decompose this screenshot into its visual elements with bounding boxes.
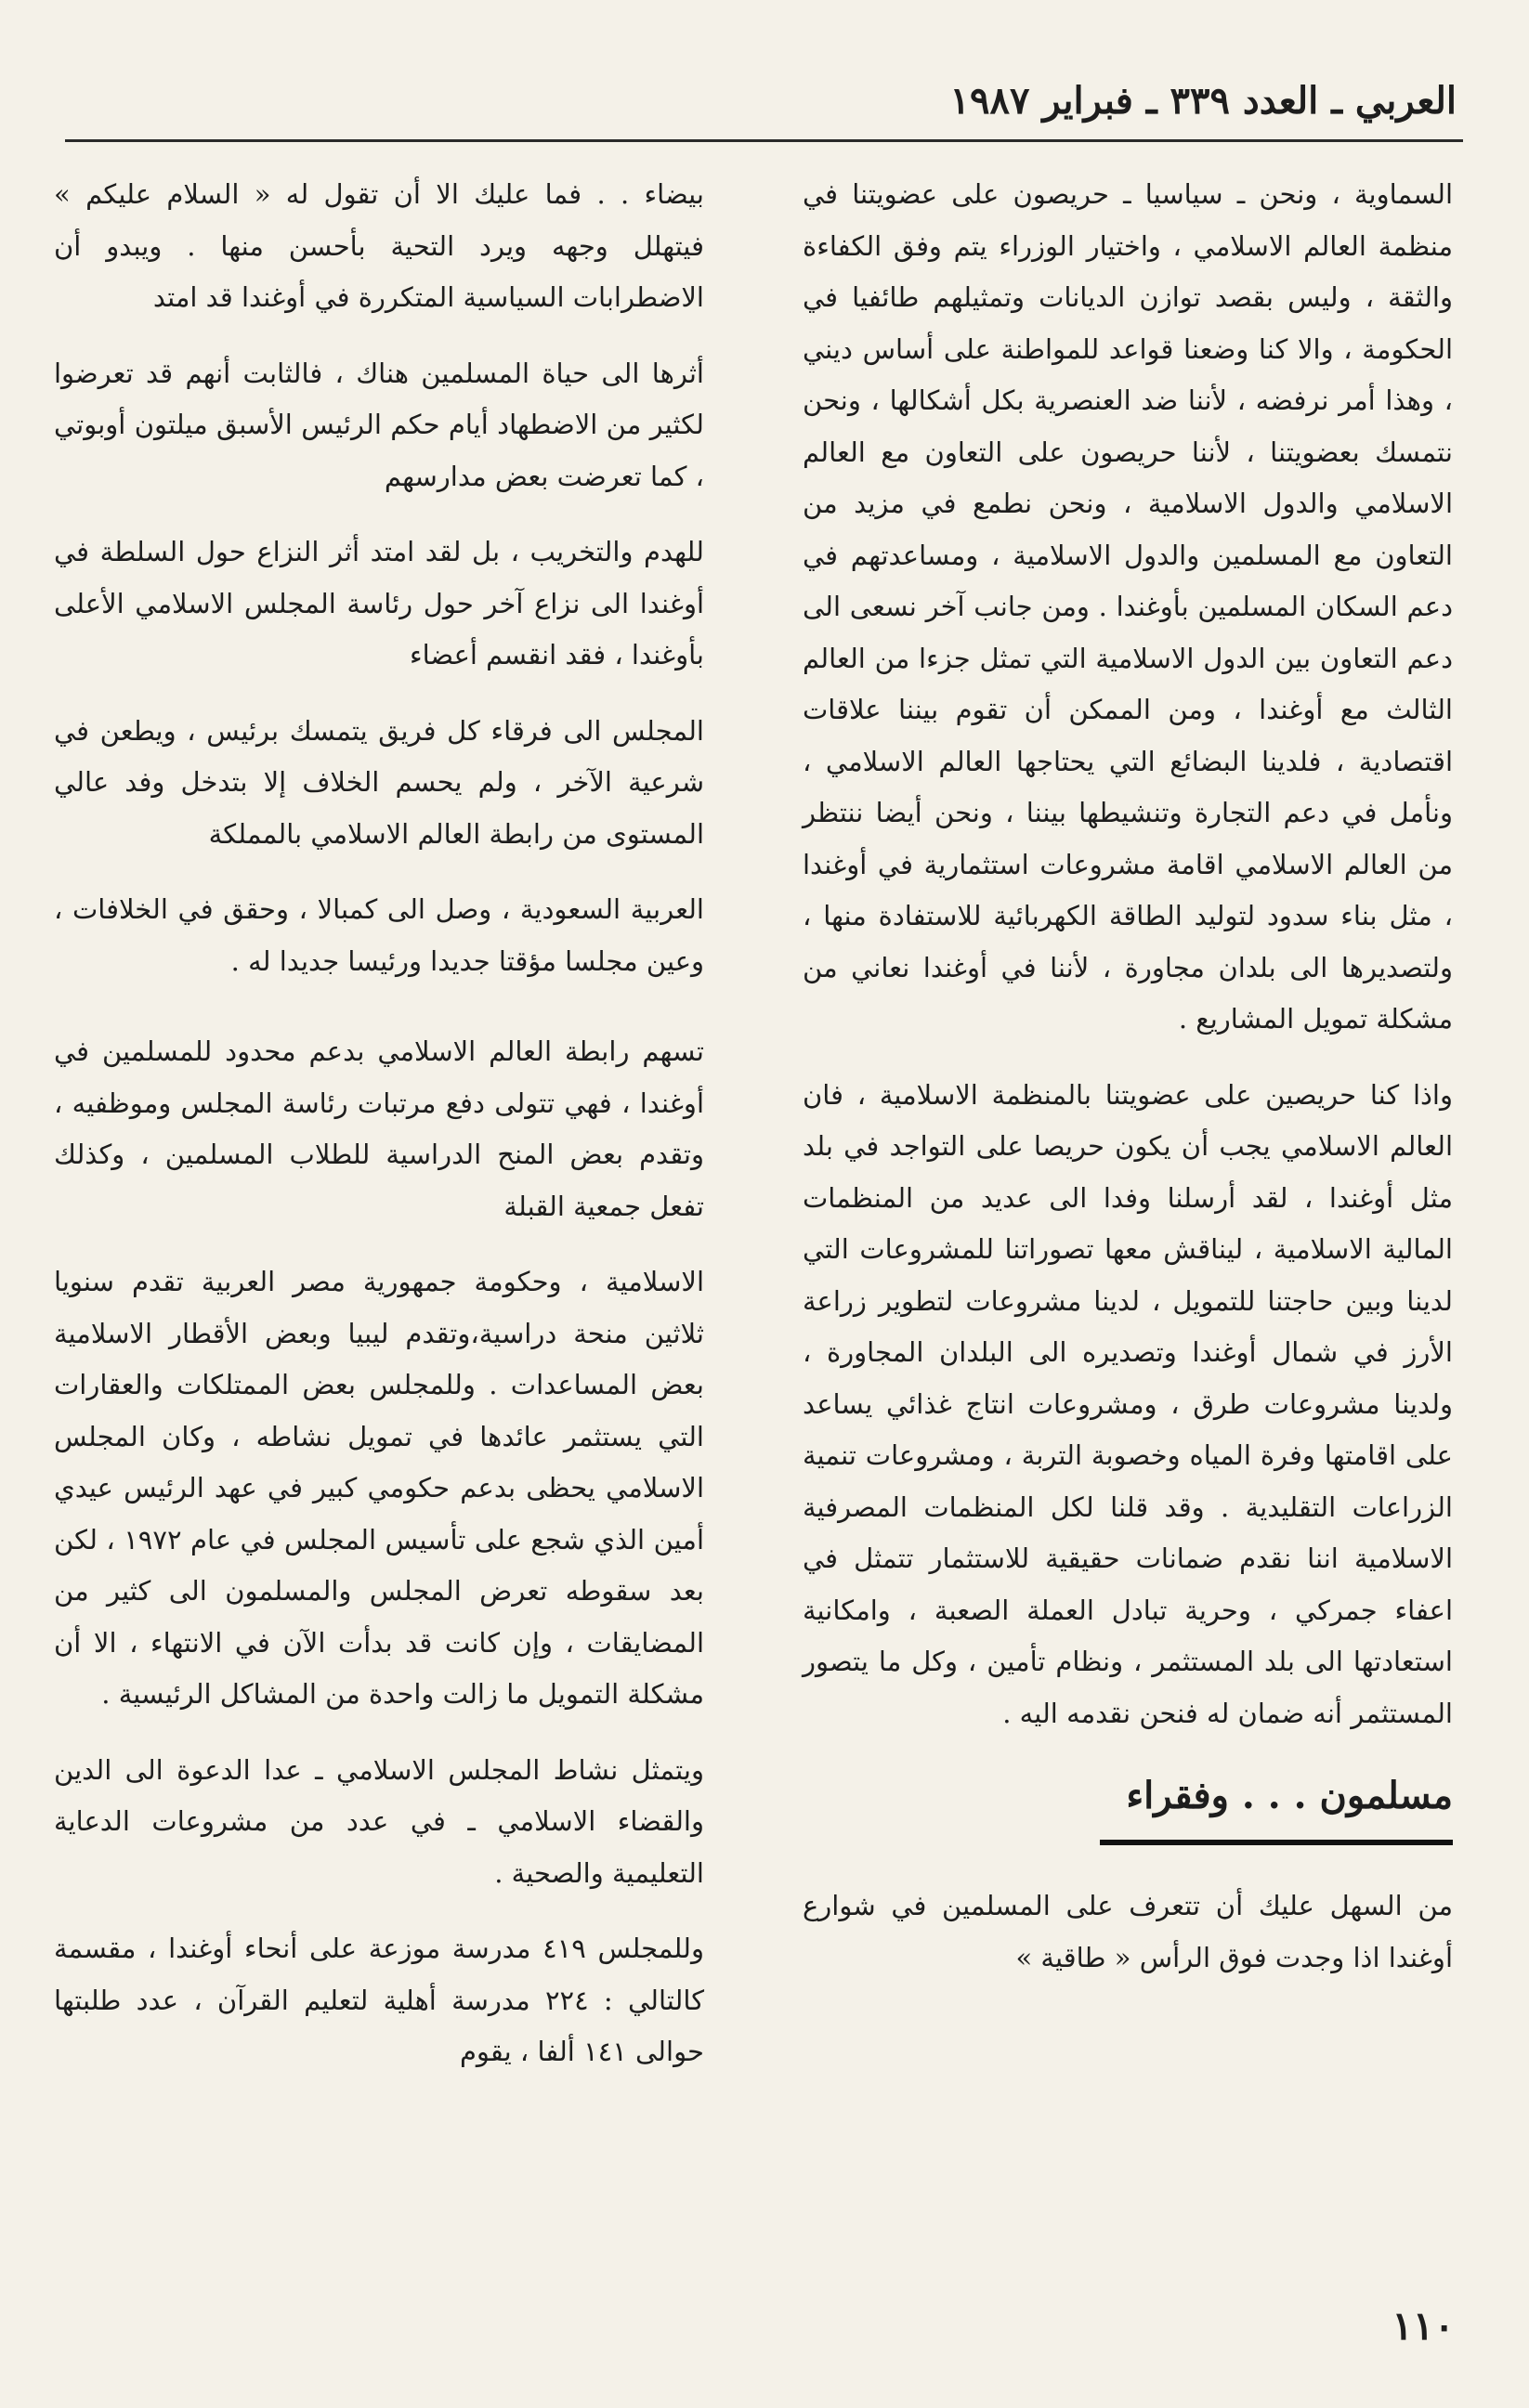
paragraph: المجلس الى فرقاء كل فريق يتمسك برئيس ، ويطعن في شرعية الآخر ، ولم يحسم الخلاف إلا بتدخل وفد عالي المستوى من رابطة العالم الاسلامي بالمملكة [54,714,704,850]
heading-rule [1100,1840,1453,1845]
paragraph: من السهل عليك أن تتعرف على المسلمين في شوارع أوغندا اذا وجدت فوق الرأس « طاقية » [803,1890,1453,1973]
paragraph: أثرها الى حياة المسلمين هناك ، فالثابت أنهم قد تعرضوا لكثير من الاضطهاد أيام حكم الرئيس الأسبق ميلتون أوبوتي ، كما تعرضت بعض مدارسهم [54,357,704,492]
paragraph: تسهم رابطة العالم الاسلامي بدعم محدود للمسلمين في أوغندا ، فهي تتولى دفع مرتبات رئاسة المجلس وموظفيه ، وتقدم بعض المنح الدراسية للطلاب المسلمين ، وكذلك تفعل جمعية القبلة [54,1035,704,1222]
paragraph: واذا كنا حريصين على عضويتنا بالمنظمة الاسلامية ، فان العالم الاسلامي يجب أن يكون حريصا على التواجد في بلد مثل أوغندا ، لقد أرسلنا وفدا الى عديد من المنظمات المالية الاسلامية ، ليناقش معها تصوراتنا للمشروعات التي لدينا وبين حاجتنا للتمويل ، لدينا مشروعات لتطوير زراعة الأرز في شمال أوغندا وتصديره الى البلدان المجاورة ، ولدينا مشروعات طرق ، ومشروعات انتاج غذائي يساعد على اقامتها وفرة المياه وخصوبة التربة ، ومشروعات تنمية الزراعات التقليدية . وقد قلنا لكل المنظمات المصرفية الاسلامية اننا نقدم ضمانات حقيقية للاستثمار تتمثل في اعفاء جمركي ، وحرية تبادل العملة الصعبة ، وامكانية استعادتها الى بلد المستثمر ، ونظام تأمين ، وكل ما يتصور المستثمر أنه ضمان له فنحن نقدمه اليه . [803,1078,1453,1729]
paragraph: وللمجلس ٤١٩ مدرسة موزعة على أنحاء أوغندا ، مقسمة كالتالي : ٢٢٤ مدرسة أهلية لتعليم القرآن ، عدد طلبتها حوالى ١٤١ ألفا ، يقوم [54,1933,705,2067]
paragraph: بيضاء . . فما عليك الا أن تقول له « السلام عليكم » فيتهلل وجهه ويرد التحية بأحسن منها . ويبدو أن الاضطرابات السياسية المتكررة في أوغندا قد امتد [54,178,704,313]
running-head: العربي ـ العدد ٣٣٩ ـ فبراير ١٩٨٧ [949,79,1457,123]
paragraph: ويتمثل نشاط المجلس الاسلامي ـ عدا الدعوة الى الدين والقضاء الاسلامي ـ في عدد من مشروعات الدعاية التعليمية والصحية . [54,1753,704,1889]
paragraph: الاسلامية ، وحكومة جمهورية مصر العربية تقدم سنويا ثلاثين منحة دراسية،وتقدم ليبيا وبعض الأقطار الاسلامية بعض المساعدات . وللمجلس بعض الممتلكات والعقارات التي يستثمر عائدها في تمويل نشاطه ، وكان المجلس الاسلامي يحظى بدعم حكومي كبير في عهد الرئيس عيدي أمين الذي شجع على تأسيس المجلس في عام ١٩٧٢ ، لكن بعد سقوطه تعرض المجلس والمسلمون الى كثير من المضايقات ، وإن كانت قد بدأت الآن في الانتهاء ، الا أن مشكلة التمويل ما زالت واحدة من المشاكل الرئيسية . [54,1266,704,1710]
paragraph: السماوية ، ونحن ـ سياسيا ـ حريصون على عضويتنا في منظمة العالم الاسلامي ، واختيار الوزراء يتم وفق الكفاءة والثقة ، وليس بقصد توازن الديانات وتمثيلهم طائفيا في الحكومة ، والا كنا وضعنا قواعد للمواطنة على أساس ديني ، وهذا أمر نرفضه ، لأننا ضد العنصرية بكل أشكالها ، ونحن نتمسك بعضويتنا ، لأننا حريصون على التعاون مع العالم الاسلامي والدول الاسلامية ، ونحن نطمع في مزيد من التعاون مع المسلمين والدول الاسلامية ، ومساعدتهم في دعم السكان المسلمين بأوغندا . ومن جانب آخر نسعى الى دعم التعاون بين الدول الاسلامية التي تمثل جزءا من العالم الثالث مع أوغندا ، ومن الممكن أن تقوم بيننا علاقات اقتصادية ، فلدينا البضائع التي يحتاجها العالم الاسلامي ، ونأمل في دعم التجارة وتنشيطها بيننا ، ونحن أيضا ننتظر من العالم الاسلامي اقامة مشروعات استثمارية في أوغندا ، مثل بناء سدود لتوليد الطاقة الكهربائية للاستفادة منها ، ولتصديرها الى بلدان مجاورة ، لأننا في أوغندا نعاني من مشكلة تمويل المشاريع . [803,178,1453,1035]
right-column [803,169,1453,2008]
page-number: ١١٠ [1392,2303,1455,2349]
section-heading: مسلمون . . . وفقراء [1126,1774,1453,1817]
header-rule [65,139,1463,142]
paragraph: العربية السعودية ، وصل الى كمبالا ، وحقق في الخلافات ، وعين مجلسا مؤقتا جديدا ورئيسا جديدا له . [54,893,704,977]
left-column [54,169,704,2102]
paragraph: للهدم والتخريب ، بل لقد امتد أثر النزاع حول السلطة في أوغندا الى نزاع آخر حول رئاسة المجلس الاسلامي الأعلى بأوغندا ، فقد انقسم أعضاء [54,536,704,670]
